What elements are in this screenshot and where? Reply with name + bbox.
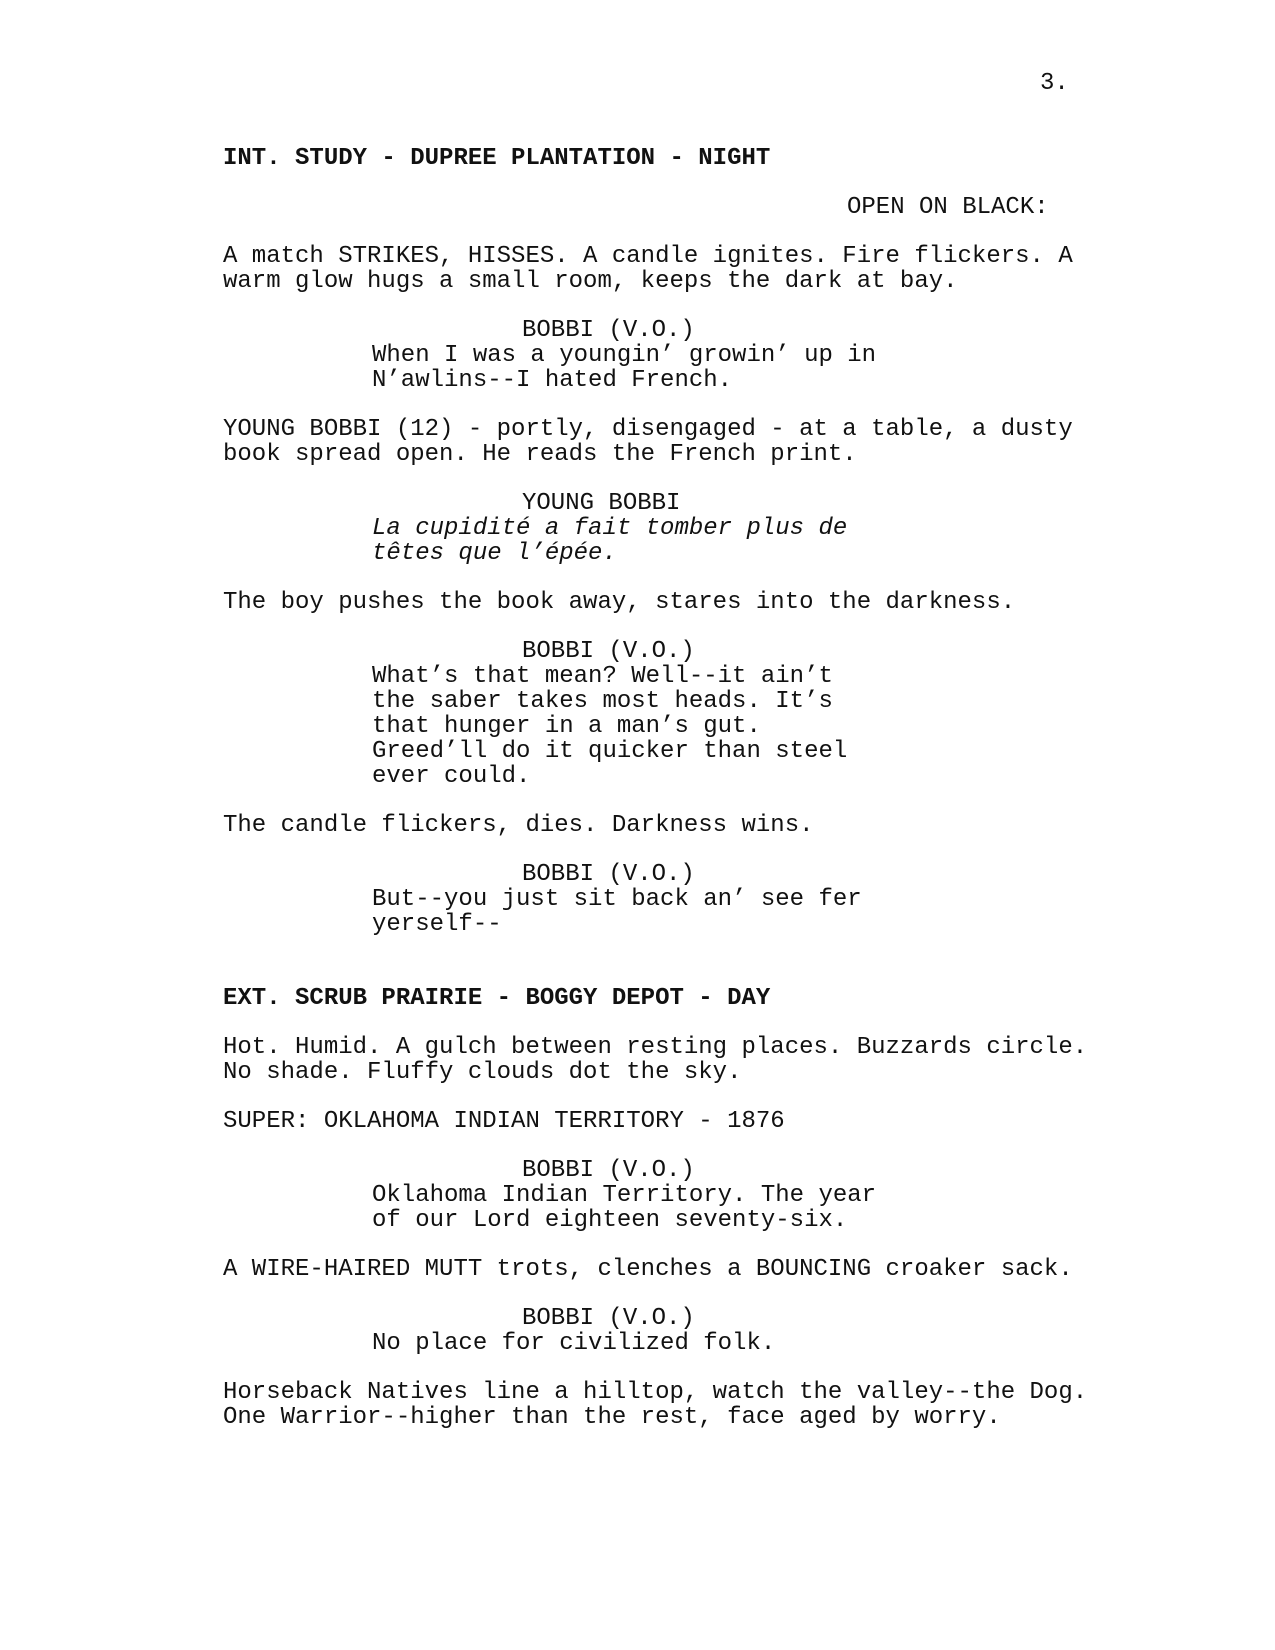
character-cue: BOBBI (V.O.) — [522, 861, 695, 888]
action-line: The candle flickers, dies. Darkness wins. — [223, 812, 814, 839]
dialogue-line: that hunger in a man’s gut. — [372, 713, 761, 740]
dialogue-line: Oklahoma Indian Territory. The year — [372, 1182, 877, 1209]
dialogue-line: What’s that mean? Well--it ain’t — [372, 663, 833, 690]
dialogue-line: the saber takes most heads. It’s — [372, 688, 833, 715]
action-line: One Warrior--higher than the rest, face aged by worry. — [223, 1404, 1001, 1431]
action-line: warm glow hugs a small room, keeps the dark at bay. — [223, 268, 958, 295]
character-cue: BOBBI (V.O.) — [522, 317, 695, 344]
dialogue-line: No place for civilized folk. — [372, 1330, 776, 1357]
page-number: 3. — [1040, 70, 1069, 97]
dialogue-line: N’awlins--I hated French. — [372, 367, 733, 394]
transition: OPEN ON BLACK: — [847, 194, 1049, 221]
character-cue: BOBBI (V.O.) — [522, 638, 695, 665]
action-line: A match STRIKES, HISSES. A candle ignites. Fire flickers. A — [223, 243, 1073, 270]
character-cue: BOBBI (V.O.) — [522, 1157, 695, 1184]
super-caption: SUPER: OKLAHOMA INDIAN TERRITORY - 1876 — [223, 1108, 785, 1135]
dialogue-line: of our Lord eighteen seventy-six. — [372, 1207, 848, 1234]
action-line: Horseback Natives line a hilltop, watch the valley--the Dog. — [223, 1379, 1088, 1406]
scene-heading: EXT. SCRUB PRAIRIE - BOGGY DEPOT - DAY — [223, 985, 771, 1012]
dialogue-line: Greed’ll do it quicker than steel — [372, 738, 848, 765]
dialogue-line: La cupidité a fait tomber plus de — [372, 515, 848, 542]
dialogue-line: When I was a youngin’ growin’ up in — [372, 342, 877, 369]
character-cue: BOBBI (V.O.) — [522, 1305, 695, 1332]
dialogue-line: yerself-- — [372, 911, 502, 938]
scene-heading: INT. STUDY - DUPREE PLANTATION - NIGHT — [223, 145, 771, 172]
character-cue: YOUNG BOBBI — [522, 490, 681, 517]
action-line: No shade. Fluffy clouds dot the sky. — [223, 1059, 742, 1086]
action-line: A WIRE-HAIRED MUTT trots, clenches a BOUNCING croaker sack. — [223, 1256, 1073, 1283]
action-line: Hot. Humid. A gulch between resting places. Buzzards circle. — [223, 1034, 1088, 1061]
action-line: book spread open. He reads the French print. — [223, 441, 857, 468]
dialogue-line: têtes que l’épée. — [372, 540, 617, 567]
action-line: The boy pushes the book away, stares into the darkness. — [223, 589, 1016, 616]
dialogue-line: ever could. — [372, 763, 531, 790]
action-line: YOUNG BOBBI (12) - portly, disengaged - at a table, a dusty — [223, 416, 1073, 443]
dialogue-line: But--you just sit back an’ see fer — [372, 886, 862, 913]
